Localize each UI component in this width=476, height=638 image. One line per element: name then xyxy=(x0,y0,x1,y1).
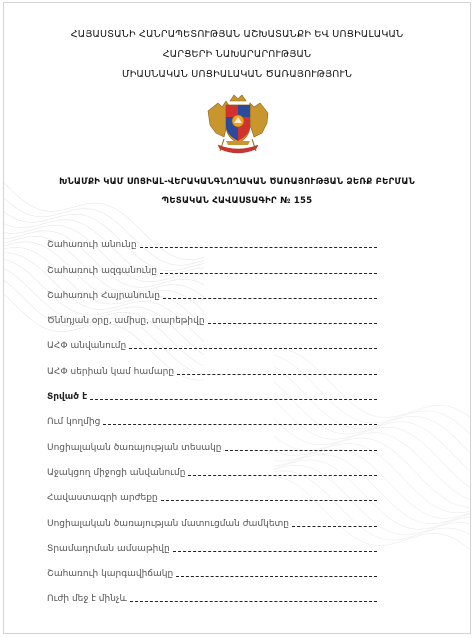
field-blank-line xyxy=(177,374,377,375)
field-label: Շահառուի Հայրանունը xyxy=(47,290,160,301)
field-blank-line xyxy=(129,348,377,349)
title-line-2: ՊԵՏԱԿԱՆ ՀԱՎԱՍՏԱԳԻՐ № 155 xyxy=(161,196,313,206)
header-line-2: ՀԱՐՑԵՐԻ ՆԱԽԱՐԱՐՈՒԹՅԱՆ xyxy=(162,49,312,60)
field-blank-line xyxy=(292,526,377,527)
form-field-row xyxy=(47,504,377,529)
header-line-3: ՄԻԱՍՆԱԿԱՆ ՍՈՑԻԱԼԱԿԱՆ ԾԱՌԱՅՈՒԹՅՈՒՆ xyxy=(121,69,353,80)
field-label: Տրամադրման ամսաթիվը xyxy=(47,543,170,554)
form-field-row xyxy=(47,352,377,377)
field-blank-line xyxy=(160,273,377,274)
header-line-1: ՀԱՅԱՍՏԱՆԻ ՀԱՆՐԱՊԵՏՈՒԹՅԱՆ ԱՇԽԱՏԱՆՔԻ ԵՎ ՍՈՑԻԱԼԱԿԱՆ xyxy=(70,29,404,40)
field-label: Շահառուի կարգավիճակը xyxy=(47,569,174,580)
form-field-row xyxy=(47,378,377,403)
field-blank-line xyxy=(90,399,377,400)
form-field-row xyxy=(47,302,377,327)
form-field-row xyxy=(47,327,377,352)
form-field-row xyxy=(47,226,377,251)
field-label: Ում կողմից xyxy=(47,417,101,428)
certificate-page xyxy=(3,2,471,634)
form-field-row xyxy=(47,479,377,504)
field-label: Շահառուի ազգանունը xyxy=(47,265,157,276)
field-label: Հավաստագրի արժեքը xyxy=(47,493,158,504)
form-field-row xyxy=(47,530,377,555)
field-label: Աջակցող միջոցի անվանումը xyxy=(47,467,186,478)
form-field-row xyxy=(47,555,377,580)
field-blank-line xyxy=(173,551,377,552)
field-label: Տրված է xyxy=(47,392,88,403)
field-label: ԱՀՓ սերիան կամ համարը xyxy=(47,366,175,377)
form-field-row xyxy=(47,428,377,453)
field-label: Ուժի մեջ է մինչև xyxy=(47,594,127,605)
field-blank-line xyxy=(176,576,377,577)
field-blank-line xyxy=(130,601,377,602)
field-blank-line xyxy=(163,298,377,299)
ministry-header xyxy=(4,25,470,85)
field-blank-line xyxy=(103,424,377,425)
fields-list xyxy=(47,226,377,605)
form-field-row xyxy=(47,251,377,276)
field-blank-line xyxy=(225,450,377,451)
field-blank-line xyxy=(161,500,377,501)
form-field-row xyxy=(47,403,377,428)
field-label: Սոցիալական ծառայության տեսակը xyxy=(47,442,222,453)
certificate-title xyxy=(4,173,470,211)
field-blank-line xyxy=(140,247,377,248)
coat-of-arms-icon xyxy=(204,91,272,159)
form-field-row xyxy=(47,454,377,479)
field-label: ԱՀՓ անվանումը xyxy=(47,341,127,352)
field-blank-line xyxy=(188,475,377,476)
field-blank-line xyxy=(208,323,377,324)
field-label: Ծննդյան օրը, ամիսը, տարեթիվը xyxy=(47,316,205,327)
field-label: Սոցիալական ծառայության մատուցման ժամկետը xyxy=(47,518,290,529)
field-label: Շահառուի անունը xyxy=(47,240,137,251)
form-field-row xyxy=(47,580,377,605)
form-field-row xyxy=(47,277,377,302)
title-line-1: ԽՆԱՄՔԻ ԿԱՄ ՍՈՑԻԱԼ-ՎԵՐԱԿԱՆԳՆՈՂԱԿԱՆ ԾԱՌԱՅՈՒԹՅԱՆ ՁԵՌՔ ԲԵՐՄԱՆ xyxy=(59,177,415,187)
